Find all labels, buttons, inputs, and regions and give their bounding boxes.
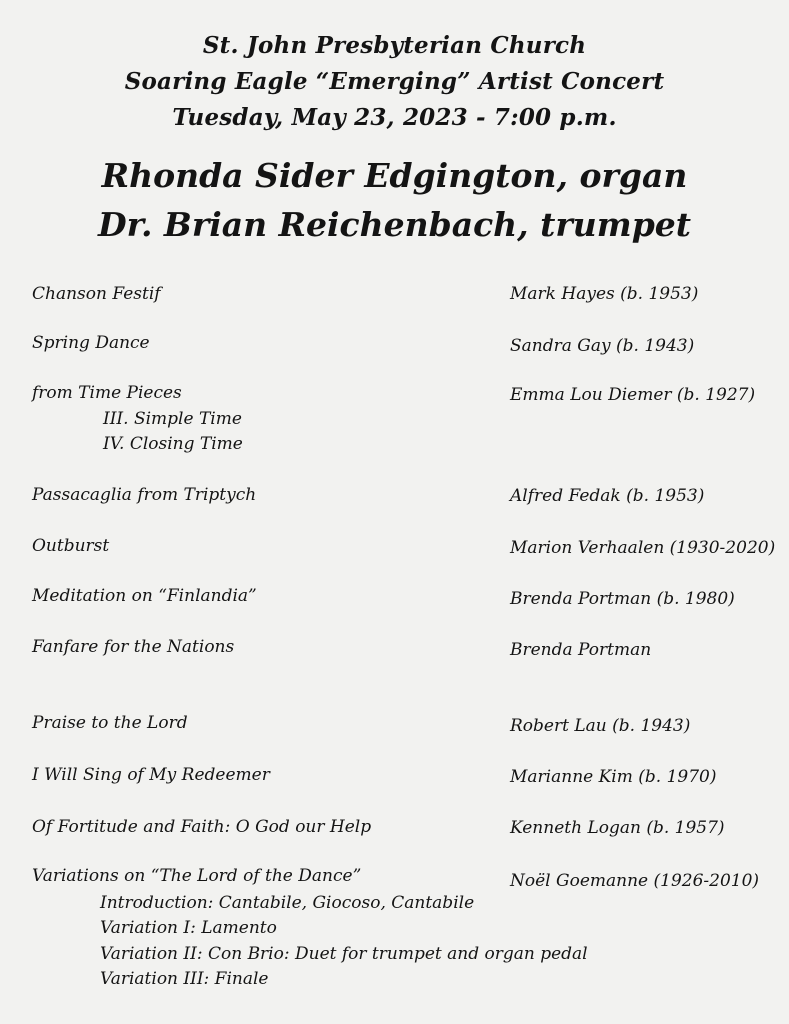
piece-title: Of Fortitude and Faith: O God our Help bbox=[32, 817, 372, 837]
piece-composer: Noël Goemanne (1926-2010) bbox=[510, 871, 760, 891]
piece-title: Fanfare for the Nations bbox=[32, 637, 235, 657]
piece-title: Praise to the Lord bbox=[32, 713, 188, 733]
piece-composer: Brenda Portman (b. 1980) bbox=[510, 589, 735, 609]
piece-movement: Variation I: Lamento bbox=[100, 918, 277, 938]
piece-title: I Will Sing of My Redeemer bbox=[32, 765, 270, 785]
piece-movement: Variation III: Finale bbox=[100, 969, 269, 989]
piece-title: Outburst bbox=[32, 536, 110, 556]
piece-title: Meditation on “Finlandia” bbox=[32, 586, 257, 606]
piece-composer: Robert Lau (b. 1943) bbox=[510, 716, 691, 736]
piece-movement: III. Simple Time bbox=[103, 409, 242, 429]
piece-movement: IV. Closing Time bbox=[103, 434, 243, 454]
piece-composer: Sandra Gay (b. 1943) bbox=[510, 336, 695, 356]
piece-movement: Variation II: Con Brio: Duet for trumpet and organ pedal bbox=[100, 944, 588, 964]
piece-movement: Introduction: Cantabile, Giocoso, Cantabile bbox=[100, 893, 475, 913]
concert-series-title: Soaring Eagle “Emerging” Artist Concert bbox=[124, 68, 665, 95]
church-name: St. John Presbyterian Church bbox=[202, 32, 587, 59]
concert-date: Tuesday, May 23, 2023 - 7:00 p.m. bbox=[172, 104, 617, 131]
piece-composer: Emma Lou Diemer (b. 1927) bbox=[510, 385, 756, 405]
piece-title: from Time Pieces bbox=[32, 383, 182, 403]
performer-trumpet: Dr. Brian Reichenbach, trumpet bbox=[97, 205, 692, 244]
piece-title: Variations on “The Lord of the Dance” bbox=[32, 866, 362, 886]
piece-title: Passacaglia from Triptych bbox=[32, 485, 257, 505]
piece-composer: Kenneth Logan (b. 1957) bbox=[510, 818, 725, 838]
piece-composer: Brenda Portman bbox=[510, 640, 652, 660]
piece-title: Spring Dance bbox=[32, 333, 150, 353]
piece-composer: Marion Verhaalen (1930-2020) bbox=[510, 538, 776, 558]
piece-composer: Mark Hayes (b. 1953) bbox=[510, 284, 699, 304]
performer-organ: Rhonda Sider Edgington, organ bbox=[101, 156, 688, 195]
piece-composer: Alfred Fedak (b. 1953) bbox=[510, 486, 705, 506]
piece-composer: Marianne Kim (b. 1970) bbox=[510, 767, 717, 787]
piece-title: Chanson Festif bbox=[32, 284, 161, 304]
